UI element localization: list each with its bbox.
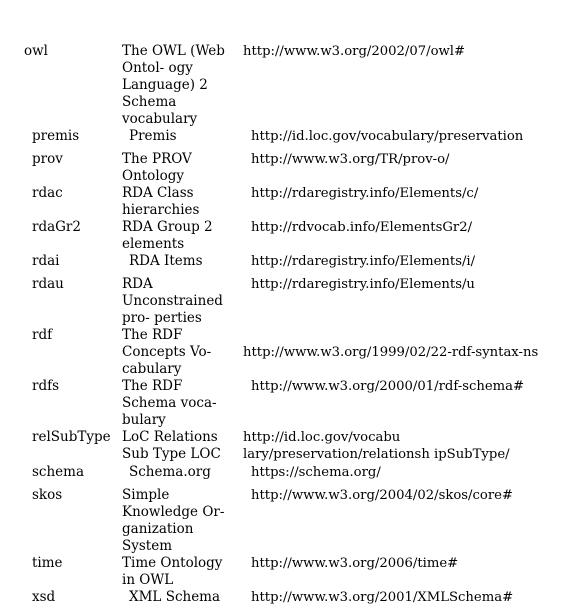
prefix-cell: time: [32, 555, 63, 571]
prefix-cell: rdf: [32, 327, 53, 343]
namespace-uri-cell: http://rdvocab.info/ElementsGr2/: [251, 220, 473, 235]
prefix-cell: skos: [32, 487, 63, 503]
prefix-cell: schema: [32, 464, 85, 480]
namespace-uri-cell: http://www.w3.org/TR/prov-o/: [251, 152, 450, 167]
vocabulary-name-cell: The OWL (Web Ontol- ogy Language) 2 Schema vocabulary: [122, 43, 225, 127]
prefix-cell: rdaGr2: [32, 219, 81, 235]
vocabulary-name-cell: The RDF Concepts Vo- cabulary: [122, 327, 212, 377]
namespace-uri-cell: http://www.w3.org/2000/01/rdf-schema#: [251, 379, 525, 394]
namespace-uri-cell: http://www.w3.org/2002/07/owl#: [243, 44, 466, 59]
vocabulary-name-cell: Premis: [129, 128, 177, 144]
prefix-cell: prov: [32, 151, 63, 167]
prefix-cell: relSubType: [32, 429, 111, 445]
vocabulary-name-cell: Time Ontology in OWL: [122, 555, 223, 588]
prefix-cell: rdac: [32, 185, 63, 201]
vocabulary-name-cell: RDA Class hierarchies: [122, 185, 200, 218]
namespace-uri-cell: http://id.loc.gov/vocabu lary/preservation/relationsh ipSubType/: [243, 430, 510, 462]
namespace-uri-cell: http://www.w3.org/2006/time#: [251, 556, 459, 571]
vocabulary-name-cell: The PROV Ontology: [122, 151, 192, 184]
namespace-uri-cell: http://www.w3.org/2004/02/skos/core#: [251, 488, 513, 503]
vocabulary-name-cell: RDA Items: [129, 253, 203, 269]
namespace-uri-cell: http://www.w3.org/2001/XMLSchema#: [251, 590, 514, 605]
vocabulary-name-cell: XML Schema: [129, 589, 221, 605]
vocabulary-name-cell: RDA Group 2 elements: [122, 219, 213, 252]
namespace-uri-cell: http://www.w3.org/1999/02/22-rdf-syntax-ns: [243, 345, 539, 360]
prefix-cell: rdai: [32, 253, 60, 269]
namespace-uri-cell: http://rdaregistry.info/Elements/c/: [251, 186, 479, 201]
prefix-cell: xsd: [32, 589, 56, 605]
vocabulary-name-cell: LoC Relations Sub Type LOC: [122, 429, 221, 462]
vocabulary-name-cell: The RDF Schema voca- bulary: [122, 378, 217, 428]
prefix-cell: rdfs: [32, 378, 60, 394]
namespace-uri-cell: http://rdaregistry.info/Elements/i/: [251, 254, 476, 269]
namespace-uri-cell: http://id.loc.gov/vocabulary/preservation: [251, 129, 524, 144]
namespace-uri-cell: https://schema.org/: [251, 465, 381, 480]
prefix-cell: rdau: [32, 276, 64, 292]
prefix-cell: owl: [24, 43, 49, 59]
prefix-cell: premis: [32, 128, 80, 144]
vocabulary-name-cell: Simple Knowledge Or- ganization System: [122, 487, 225, 554]
vocabulary-name-cell: RDA Unconstrained pro- perties: [122, 276, 223, 326]
namespace-uri-cell: http://rdaregistry.info/Elements/u: [251, 277, 475, 292]
vocabulary-name-cell: Schema.org: [129, 464, 211, 480]
